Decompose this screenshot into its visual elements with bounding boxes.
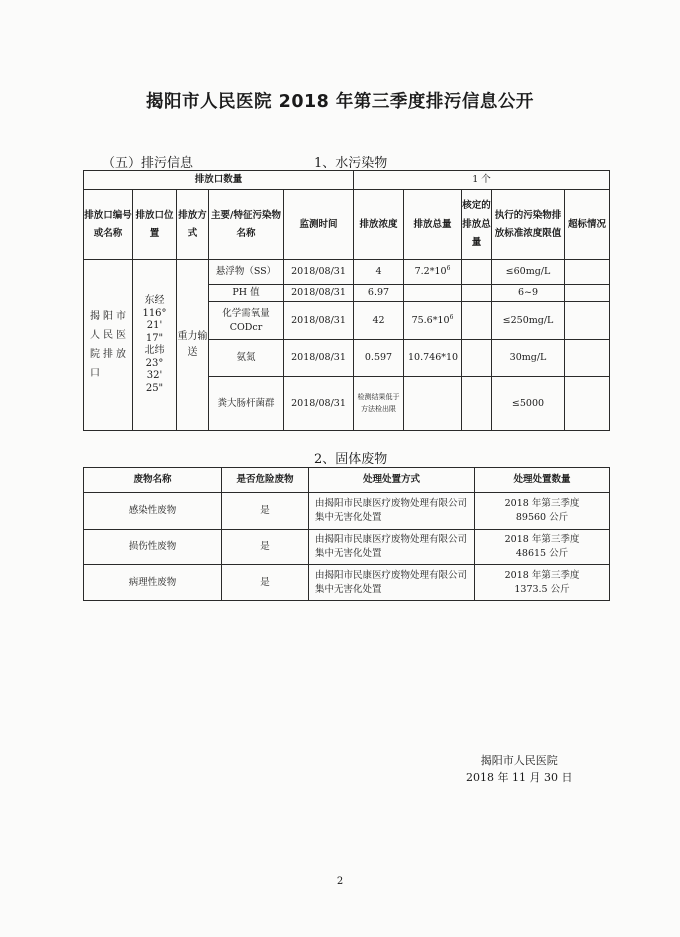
approved-total [462,377,492,431]
treatment-method: 由揭阳市民康医疗废物处理有限公司集中无害化处置 [309,493,475,530]
outlet-count-label: 排放口数量 [84,171,354,190]
concentration: 检测结果低于方法检出限 [354,377,404,431]
monitor-time: 2018/08/31 [284,340,354,377]
exceed-status [565,377,610,431]
waste-name: 损伤性废物 [84,530,222,565]
total-exponent: 6 [446,265,451,273]
header-total: 排放总量 [404,190,462,260]
discharge-method: 重力输送 [177,260,209,431]
header-pollutant: 主要/特征污染物名称 [209,190,284,260]
header-outlet-id: 排放口编号或名称 [84,190,133,260]
total: $75.6*10^6$ [404,302,462,340]
document-title: 揭阳市人民医院 2018 年第三季度排污信息公开 [146,92,534,112]
monitor-time: 2018/08/31 [284,260,354,285]
section-heading: （五）排污信息 [102,156,194,171]
treatment-quantity: 2018 年第三季度 1373.5 公斤 [475,565,610,601]
signature-org: 揭阳市人民医院 [480,754,558,767]
treatment-quantity: 2018 年第三季度 48615 公斤 [475,530,610,565]
concentration: 42 [354,302,404,340]
hazardous-flag: 是 [222,493,309,530]
location-line: 21' [146,320,163,332]
solid-waste-heading: 2、固体废物 [314,452,388,467]
location-line: 东经 [144,295,165,307]
standard-limit: 30mg/L [492,340,565,377]
location-line: 23° [145,357,164,369]
concentration: 6.97 [354,285,404,302]
monitor-time: 2018/08/31 [284,377,354,431]
approved-total [462,302,492,340]
outlet-name: 揭阳市人民医院排放口 [84,260,133,431]
water-pollutants-table [83,170,610,431]
header-discharge-method: 排放方式 [177,190,209,260]
header-outlet-location: 排放口位置 [133,190,177,260]
total [404,377,462,431]
header-concentration: 排放浓度 [354,190,404,260]
standard-limit: 6~9 [492,285,565,302]
header-hazardous: 是否危险废物 [222,468,309,493]
treatment-method: 由揭阳市民康医疗废物处理有限公司集中无害化处置 [309,530,475,565]
pollutant-name: 悬浮物（SS） [209,260,284,285]
exceed-status [565,340,610,377]
standard-limit: ≤5000 [492,377,565,431]
waste-name: 感染性废物 [84,493,222,530]
water-pollutants-heading: 1、水污染物 [314,156,388,171]
header-monitor-time: 监测时间 [284,190,354,260]
pollutant-name: PH 值 [209,285,284,302]
waste-name: 病理性废物 [84,565,222,601]
header-standard: 执行的污染物排放标准浓度限值 [492,190,565,260]
page-number: 2 [336,876,344,887]
pollutant-name: 氨氮 [209,340,284,377]
header-waste-name: 废物名称 [84,468,222,493]
header-exceed: 超标情况 [565,190,610,260]
approved-total [462,260,492,285]
header-treatment-method: 处理处置方式 [309,468,475,493]
location-line: 北纬 [144,345,165,357]
location-line: 32' [146,370,163,382]
total: 10.746*10 [404,340,462,377]
location-line: 17" [145,332,164,344]
hazardous-flag: 是 [222,530,309,565]
approved-total [462,285,492,302]
monitor-time: 2018/08/31 [284,302,354,340]
treatment-method: 由揭阳市民康医疗废物处理有限公司集中无害化处置 [309,565,475,601]
exceed-status [565,285,610,302]
total: $7.2*10^6$ [404,260,462,285]
signature-block [466,752,572,786]
hazardous-flag: 是 [222,565,309,601]
treatment-quantity: 2018 年第三季度 89560 公斤 [475,493,610,530]
standard-limit: ≤60mg/L [492,260,565,285]
concentration: 4 [354,260,404,285]
concentration: 0.597 [354,340,404,377]
location-line: 116° [142,307,167,319]
approved-total [462,340,492,377]
standard-limit: ≤250mg/L [492,302,565,340]
header-treatment-quantity: 处理处置数量 [475,468,610,493]
pollutant-name: 粪大肠杆菌群 [209,377,284,431]
location-line: 25" [145,382,164,394]
outlet-count-value: 1 个 [354,171,610,190]
monitor-time: 2018/08/31 [284,285,354,302]
signature-date: 2018 年 11 月 30 日 [466,771,573,785]
header-approved-total: 核定的排放总量 [462,190,492,260]
exceed-status [565,302,610,340]
solid-waste-table [83,467,610,601]
pollutant-name: 化学需氧量 CODcr [209,302,284,340]
total [404,285,462,302]
outlet-location [133,260,177,431]
total-exponent: 6 [449,313,454,321]
exceed-status [565,260,610,285]
